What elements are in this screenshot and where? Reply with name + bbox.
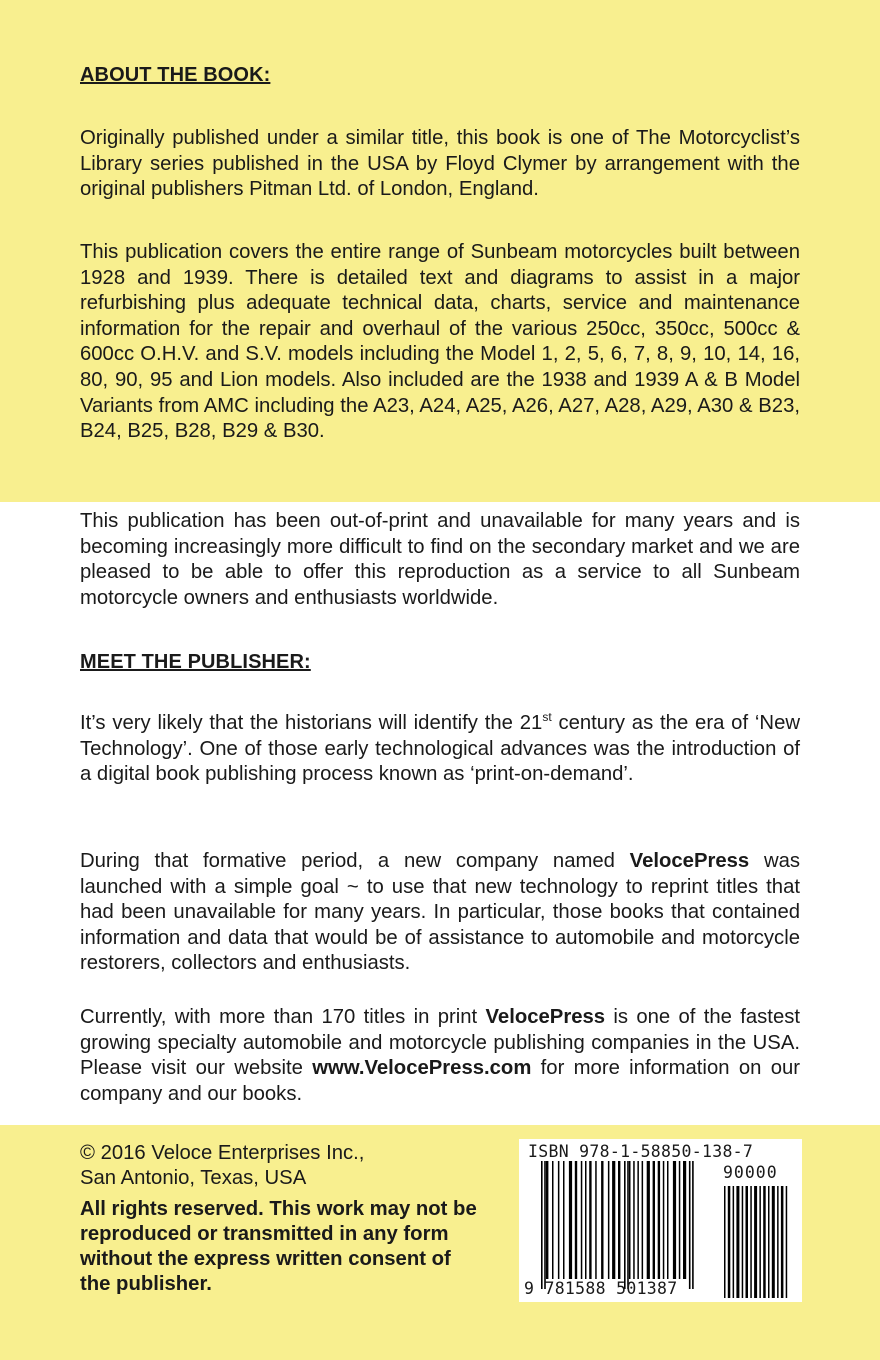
copyright-notice: © 2016 Veloce Enterprises Inc., San Antonio, Texas, USA [80,1142,365,1189]
about-paragraph-3: This publication has been out-of-print and unavailable for many years and is becoming increasingly more difficult to find on the secondary market and we are pleased to be able to offer this reproduction as a service to all Sunbeam motorcycle owners and enthusiasts worldwide. [80,510,800,609]
about-paragraph-2: This publication covers the entire range of Sunbeam motorcycles built between 1928 and 1939. There is detailed text and diagrams to assist in a major refurbishing plus adequate technical data, charts, service and maintenance information for the repair and overhaul of the various 250cc, 350cc, 500cc & 600cc O.H.V. and S.V. models including the Model 1, 2, 5, 6, 7, 8, 9, 10, 14, 16, 80, 90, 95 and Lion models. Also included are the 1938 and 1939 A & B Model Variants from AMC including the A23, A24, A25, A26, A27, A28, A29, A30 & B23, B24, B25, B28, B29 & B30. [80,241,800,443]
ean-digits: 9 781588 501387 [524,1279,678,1298]
about-paragraph-1: Originally published under a similar title, this book is one of The Motorcyclist’s Library series published in the USA by Floyd Clymer by arrangement with the original publishers Pitman Ltd. of London, England. [80,127,800,201]
brand-name: VelocePress [629,850,750,872]
price-code: 90000 [723,1163,778,1182]
brand-name: VelocePress [485,1006,606,1028]
publisher-heading: MEET THE PUBLISHER: [80,651,311,673]
isbn-barcode [519,1139,802,1302]
rights-reserved-notice: All rights reserved. This work may not be reproduced or transmitted in any form without the express written consent of the publisher. [80,1198,477,1295]
about-heading: ABOUT THE BOOK: [80,64,271,86]
publisher-paragraph-2: During that formative period, a new company named VelocePress was launched with a simple goal ~ to use that new technology to reprint titles that had been unavailable for many years. In particular, those books that contained information and data that would be of assistance to automobile and motorcycle restorers, collectors and enthusiasts. [80,850,801,975]
publisher-paragraph-1: It’s very likely that the historians will identify the 21st century as the era of ‘New Technology’. One of those early technological advances was the introduction of a digital book publishing process known as ‘print-on-demand’. [80,710,800,786]
isbn-label: ISBN 978-1-58850-138-7 [528,1142,754,1161]
publisher-paragraph-3: Currently, with more than 170 titles in print VelocePress is one of the fastest growing specialty automobile and motorcycle publishing companies in the USA. Please visit our website www.VelocePress.com for more information on our company and our books. [80,1006,801,1105]
website-link[interactable]: www.VelocePress.com [312,1057,532,1080]
